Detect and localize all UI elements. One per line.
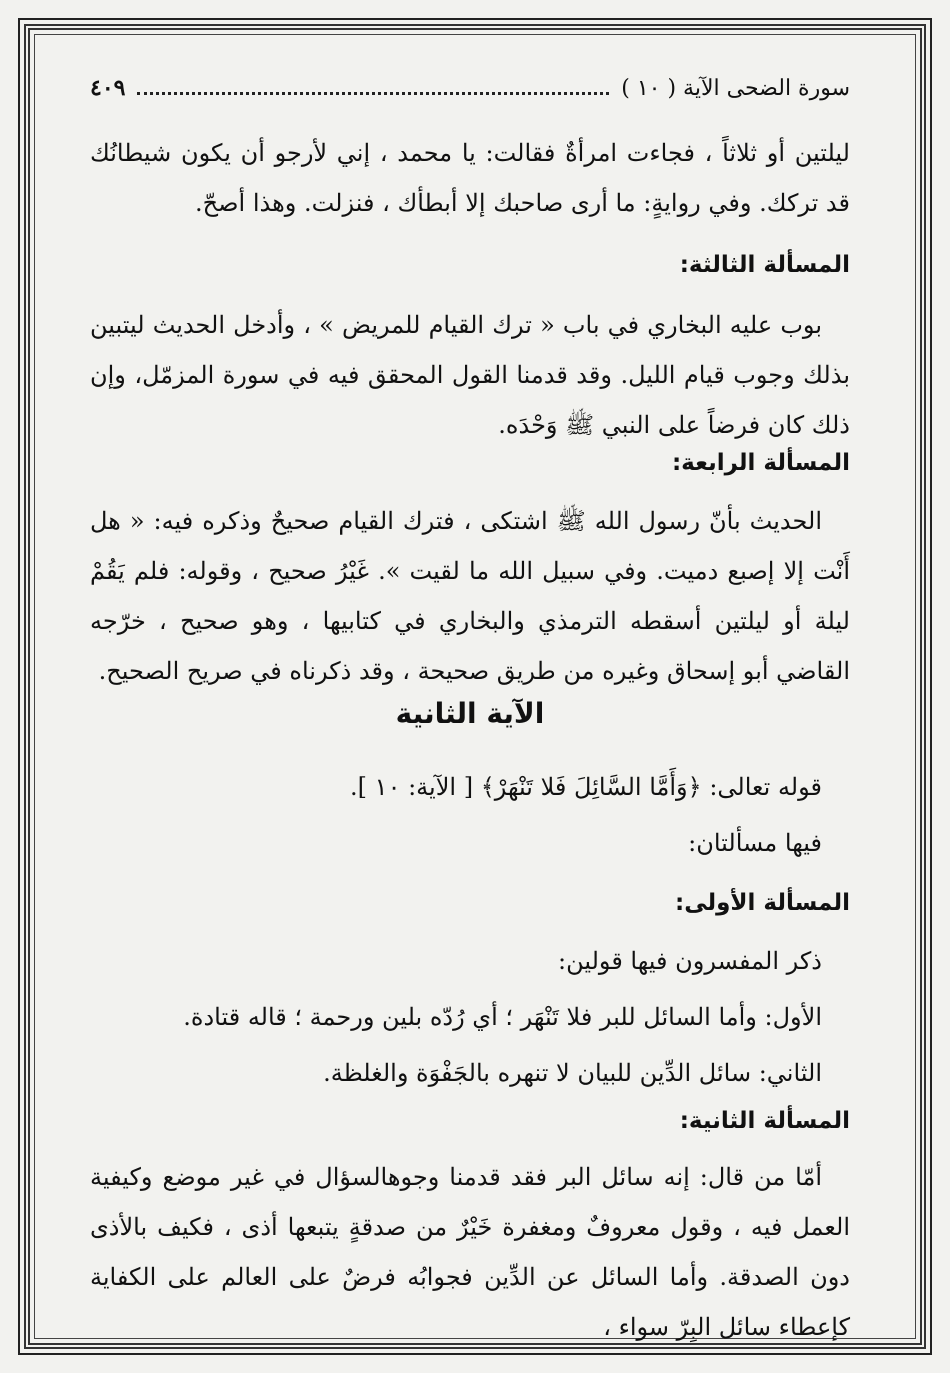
section-four: [90, 438, 850, 696]
heading-issue-two: المسألة الثانية:: [679, 1108, 850, 1134]
heading-issue-one: المسألة الأولى:: [675, 890, 850, 916]
section-two: [90, 1096, 850, 1352]
paragraph-issue-two: أمّا من قال: إنه سائل البر فقد قدمنا وجوهالسؤال في غير موضع وكيفية العمل فيه ، وقول معروفٌ ومغفرة خَيْرٌ من صدقةٍ يتبعها أذى ، فكيف بالأذى دون الصدقة. وأما السائل عن الدِّين فجوابُه فرضٌ على العالم على الكفاية كإعطاء سائل البِرّ سواء ،: [90, 1163, 850, 1341]
heading-issue-three: المسألة الثالثة:: [679, 252, 850, 278]
section-one: [90, 878, 850, 1098]
ayah-title-block: [90, 686, 850, 742]
running-header: [90, 68, 850, 108]
section-three: [90, 240, 850, 450]
issue-one-line-1: ذكر المفسرون فيها قولين:: [558, 947, 822, 975]
issue-one-line-2: الأول: وأما السائل للبر فلا تَنْهَر ؛ أي رُدّه بلين ورحمة ؛ قاله قتادة.: [183, 1003, 822, 1031]
two-issues-line: فيها مسألتان:: [688, 829, 822, 857]
intro-paragraph-block: [90, 128, 850, 228]
intro-paragraph: ليلتين أو ثلاثاً ، فجاءت امرأةٌ فقالت: يا محمد ، إني لأرجو أن يكون شيطانُك قد تركك. وفي روايةٍ: ما أرى صاحبك إلا أبطأك ، فنزلت. وهذا أصحّ.: [90, 139, 850, 217]
page-number: ٤٠٩: [90, 75, 126, 101]
ayah-block: [90, 762, 850, 868]
heading-issue-four: المسألة الرابعة:: [671, 450, 850, 476]
ayah-line: قوله تعالى: ﴿وَأَمَّا السَّائِلَ فَلا تَنْهَرْ﴾ [ الآية: ١٠ ].: [350, 773, 822, 801]
running-title: سورة الضحى الآية ( ١٠ ): [621, 75, 850, 101]
paragraph-issue-three: بوب عليه البخاري في باب « ترك القيام للمريض » ، وأدخل الحديث ليتبين بذلك وجوب قيام الليل. وقد قدمنا القول المحقق فيه في سورة المزمّل، وإن ذلك كان فرضاً على النبي ﷺ وَحْدَه.: [90, 311, 850, 439]
issue-one-line-3: الثاني: سائل الدِّين للبيان لا تنهره بالجَفْوَة والغلظة.: [323, 1059, 822, 1087]
book-page: [90, 60, 850, 1341]
ayah-title: الآية الثانية: [395, 697, 545, 730]
header-leader-dots: [137, 90, 609, 95]
paragraph-issue-four: الحديث بأنّ رسول الله ﷺ اشتكى ، فترك القيام صحيحٌ وذكره فيه: « هل أَنْت إلا إصبع دميت. وفي سبيل الله ما لقيت ». غَيْرُ صحيح ، وقوله: فلم يَقُمْ ليلة أو ليلتين أسقطه الترمذي والبخاري في كتابيها ، وهو صحيح ، خرّجه القاضي أبو إسحاق وغيره من طريق صحيحة ، وقد ذكرناه في صريح الصحيح.: [90, 507, 850, 685]
